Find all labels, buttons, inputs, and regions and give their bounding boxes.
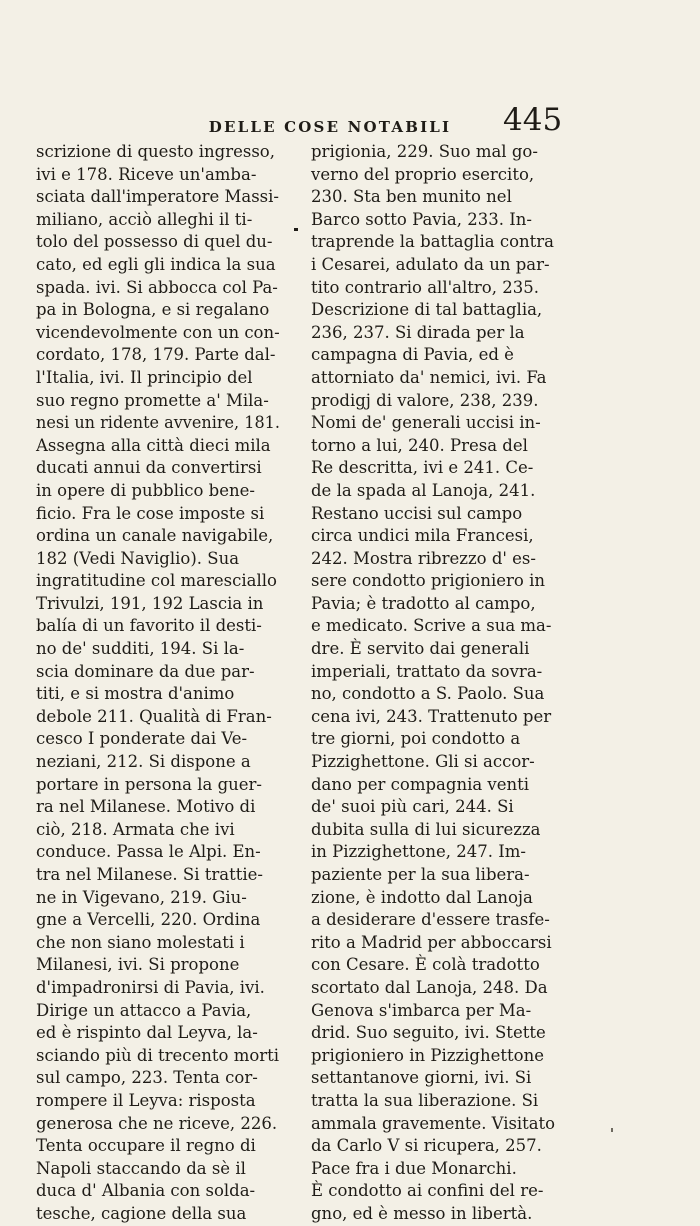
text-line: circa undici mila Francesi,: [311, 526, 534, 546]
index-column-right: [311, 141, 555, 1226]
text-line: tito contrario all'altro, 235.: [311, 277, 539, 297]
text-line: dubita sulla di lui sicurezza: [311, 819, 541, 839]
text-line: gno, ed è messo in libertà.: [311, 1203, 533, 1223]
text-line: 230. Sta ben munito nel: [311, 187, 512, 207]
text-line: torno a lui, 240. Presa del: [311, 435, 528, 455]
text-line: zione, è indotto dal Lanoja: [311, 887, 533, 907]
text-line: ra nel Milanese. Motivo di: [36, 797, 256, 817]
text-line: tre giorni, poi condotto a: [311, 729, 521, 749]
text-line: debole 211. Qualità di Fran-: [36, 706, 272, 726]
text-line: Napoli staccando da sè il: [36, 1158, 246, 1178]
text-line: che non siano molestati i: [36, 932, 245, 952]
text-line: rompere il Leyva: risposta: [36, 1090, 256, 1110]
text-line: dano per compagnia venti: [311, 774, 530, 794]
text-line: scortato dal Lanoja, 248. Da: [311, 977, 548, 997]
text-line: dre. È servito dai generali: [311, 639, 530, 659]
text-line: attorniato da' nemici, ivi. Fa: [311, 367, 547, 387]
text-line: scrizione di questo ingresso,: [36, 142, 275, 161]
text-line: in Pizzighettone, 247. Im-: [311, 842, 526, 862]
text-line: scia dominare da due par-: [36, 661, 255, 681]
text-line: conduce. Passa le Alpi. En-: [36, 842, 261, 862]
text-line: portare in persona la guer-: [36, 774, 262, 794]
text-line: ivi e 178. Riceve un'amba-: [36, 164, 257, 184]
text-line: prigioniero in Pizzighettone: [311, 1045, 544, 1065]
text-line: da Carlo V si ricupera, 257.: [311, 1136, 542, 1156]
text-line: imperiali, trattato da sovra-: [311, 661, 543, 681]
text-line: vicendevolmente con un con-: [36, 322, 280, 342]
text-line: in opere di pubblico bene-: [36, 480, 255, 500]
text-line: l'Italia, ivi. Il principio del: [36, 367, 253, 387]
page-number: 445: [503, 102, 563, 138]
text-line: 242. Mostra ribrezzo d' es-: [311, 548, 536, 568]
index-column-left: [36, 141, 280, 1226]
text-line: 236, 237. Si dirada per la: [311, 322, 525, 342]
text-line: Pace fra i due Monarchi.: [311, 1158, 517, 1178]
text-line: tra nel Milanese. Si trattie-: [36, 865, 263, 884]
text-line: Tenta occupare il regno di: [36, 1136, 256, 1156]
text-line: drid. Suo seguito, ivi. Stette: [311, 1023, 546, 1043]
text-line: traprende la battaglia contra: [311, 232, 554, 252]
text-line: ciò, 218. Armata che ivi: [36, 819, 235, 839]
text-line: no de' sudditi, 194. Si la-: [36, 639, 245, 659]
text-line: Assegna alla città dieci mila: [36, 435, 271, 455]
text-line: spada. ivi. Si abbocca col Pa-: [36, 277, 278, 297]
text-line: cesco I ponderate dai Ve-: [36, 729, 248, 749]
text-line: ordina un canale navigabile,: [36, 526, 274, 546]
text-line: e medicato. Scrive a sua ma-: [311, 616, 552, 636]
gutter-mark: [294, 228, 298, 231]
text-line: Dirige un attacco a Pavia,: [36, 1000, 252, 1020]
text-line: ammala gravemente. Visitato: [311, 1113, 555, 1133]
text-line: sciata dall'imperatore Massi-: [36, 187, 279, 207]
page-header: [0, 92, 700, 138]
text-line: Genova s'imbarca per Ma-: [311, 1000, 532, 1020]
text-line: de la spada al Lanoja, 241.: [311, 480, 536, 500]
text-line: Descrizione di tal battaglia,: [311, 300, 543, 320]
text-line: Pizzighettone. Gli si accor-: [311, 752, 535, 772]
text-line: de' suoi più cari, 244. Si: [311, 797, 514, 817]
text-line: sciando più di trecento morti: [36, 1045, 280, 1065]
text-line: con Cesare. È colà tradotto: [311, 955, 540, 975]
text-line: d'impadronirsi di Pavia, ivi.: [36, 977, 265, 997]
text-line: a desiderare d'essere trasfe-: [311, 910, 550, 930]
text-line: ducati annui da convertirsi: [36, 458, 262, 478]
text-line: Nomi de' generali uccisi in-: [311, 413, 541, 433]
text-line: miliano, acciò alleghi il ti-: [36, 209, 253, 229]
text-line: prigionia, 229. Suo mal go-: [311, 142, 538, 161]
text-line: Trivulzi, 191, 192 Lascia in: [36, 593, 264, 613]
text-line: rito a Madrid per abboccarsi: [311, 932, 552, 952]
text-line: Restano uccisi sul campo: [311, 503, 523, 523]
text-line: verno del proprio esercito,: [311, 164, 535, 184]
text-line: cato, ed egli gli indica la sua: [36, 254, 276, 274]
text-line: no, condotto a S. Paolo. Sua: [311, 684, 545, 704]
text-line: ne in Vigevano, 219. Giu-: [36, 887, 247, 907]
text-line: gne a Vercelli, 220. Ordina: [36, 910, 261, 930]
text-line: Milanesi, ivi. Si propone: [36, 955, 240, 975]
paper-speck: [611, 1128, 613, 1132]
text-line: i Cesarei, adulato da un par-: [311, 254, 550, 274]
text-line: paziente per la sua libera-: [311, 865, 530, 884]
running-title: DELLE COSE NOTABILI: [208, 118, 452, 136]
text-line: È condotto ai confini del re-: [311, 1181, 544, 1201]
text-line: pa in Bologna, e si regalano: [36, 300, 270, 320]
text-line: cordato, 178, 179. Parte dal-: [36, 345, 276, 365]
text-line: Re descritta, ivi e 241. Ce-: [311, 458, 534, 478]
text-line: nesi un ridente avvenire, 181.: [36, 413, 280, 433]
text-line: titi, e si mostra d'animo: [36, 684, 235, 704]
text-line: Pavia; è tradotto al campo,: [311, 593, 536, 613]
text-line: settantanove giorni, ivi. Si: [311, 1068, 532, 1088]
text-line: tesche, cagione della sua: [36, 1203, 247, 1223]
text-line: 182 (Vedi Naviglio). Sua: [36, 548, 240, 568]
text-line: campagna di Pavia, ed è: [311, 345, 514, 365]
text-line: prodigj di valore, 238, 239.: [311, 390, 539, 410]
text-line: tolo del possesso di quel du-: [36, 232, 273, 252]
text-line: ficio. Fra le cose imposte si: [36, 503, 265, 523]
text-line: suo regno promette a' Mila-: [36, 390, 269, 410]
text-line: sul campo, 223. Tenta cor-: [36, 1068, 258, 1088]
text-line: generosa che ne riceve, 226.: [36, 1113, 278, 1133]
text-line: tratta la sua liberazione. Si: [311, 1090, 539, 1110]
text-line: Barco sotto Pavia, 233. In-: [311, 209, 532, 229]
text-line: balía di un favorito il desti-: [36, 616, 262, 636]
text-line: sere condotto prigioniero in: [311, 571, 546, 591]
text-line: ingratitudine col maresciallo: [36, 571, 277, 591]
text-line: duca d' Albania con solda-: [36, 1181, 256, 1201]
text-line: neziani, 212. Si dispone a: [36, 752, 251, 772]
text-line: cena ivi, 243. Trattenuto per: [311, 706, 552, 726]
text-line: ed è rispinto dal Leyva, la-: [36, 1023, 258, 1043]
